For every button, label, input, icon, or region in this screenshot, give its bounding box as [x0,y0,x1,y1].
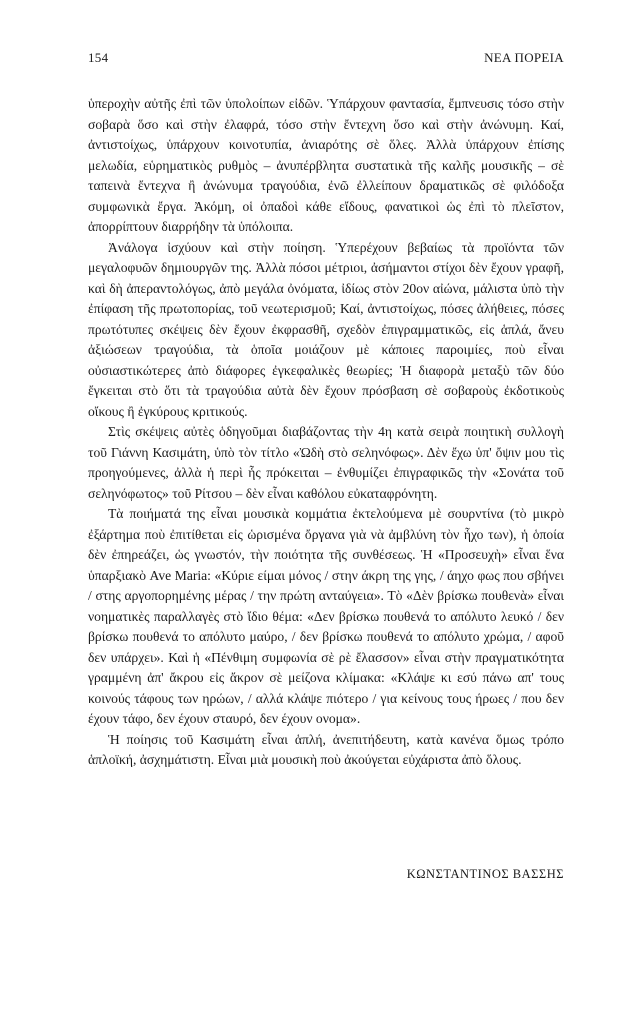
paragraph: ὑπεροχὴν αὐτῆς ἐπὶ τῶν ὑπολοίπων εἰδῶν. Ὑπάρχουν φαντασία, ἔμπνευσις τόσο στὴν σοβαρὰ ὅσο καὶ στὴν ἐλαφρά, τόσο στὴν ἔντεχνη ὅσο καὶ στὴν ἀνώνυμη. Καί, ἀντιστοίχως, ὑπάρχουν κοινοτυπία, ἀνιαρότης σὲ ὅλες. Ἀλλὰ ὑπάρχουν ἐπίσης μελωδία, εὑρηματικὸς ρυθμὸς – ἀνυπέρβλητα συστατικὰ τῆς καλῆς μουσικῆς – σὲ ταπεινὰ ἔντεχνα ἢ ἀνώνυμα τραγούδια, ἐνῶ ἐλλείπουν δραματικῶς σὲ φιλόδοξα συμφωνικὰ ἔργα. Ἀκόμη, οἱ ὀπαδοὶ κάθε εἴδους, φανατικοὶ ὡς ἐπὶ τὸ πλεῖστον, ἀπορρίπτουν διαρρήδην τὰ ὑπόλοιπα. [88,96,564,234]
journal-title: ΝΕΑ ΠΟΡΕΙΑ [484,50,564,65]
author-signature: ΚΩΝΣΤΑΝΤΙΝΟΣ ΒΑΣΣΗΣ [406,867,564,881]
running-header [88,50,564,66]
article-body [88,94,564,771]
paragraph: Ἡ ποίησις τοῦ Κασιμάτη εἶναι ἁπλή, ἀνεπιτήδευτη, κατὰ κανένα ὅμως τρόπο ἁπλοϊκή, ἀσχημάτιστη. Εἶναι μιὰ μουσικὴ ποὺ ἀκούγεται εὐχάριστα ἀπὸ ὅλους. [88,731,564,767]
paragraph: Στὶς σκέψεις αὐτὲς ὁδηγοῦμαι διαβάζοντας τὴν 4η κατὰ σειρὰ ποιητικὴ συλλογὴ τοῦ Γιάννη Κασιμάτη, ὑπὸ τὸν τίτλο «Ὠδὴ στὸ σεληνόφως». Δὲν ἔχω ὑπ' ὄψιν μου τὶς προηγούμενες, ἀλλὰ ἡ περὶ ἧς πρόκειται – ἐνθυμίζει ἐπιγραφικῶς τὴν «Σονάτα τοῦ σεληνόφωτος» τοῦ Ρίτσου – δὲν εἶναι καθόλου εὐκαταφρόνητη. [88,424,564,501]
paragraph: Τὰ ποιήματά της εἶναι μουσικὰ κομμάτια ἐκτελούμενα μὲ σουρντίνα (τὸ μικρὸ ἐξάρτημα ποὺ ἐπιτίθεται εἰς ὡρισμένα ὄργανα γιὰ νὰ ἀμβλύνη τὸν ἦχο των), ἡ ὁποία δὲν ἐπηρεάζει, ὡς γνωστόν, τὴν ποιότητα τῆς συνθέσεως. Ἡ «Προσευχὴ» εἶναι ἕνα ὑπαρξιακὸ Ave Maria: «Κύριε είμαι μόνος / στην άκρη της γης, / άηχο φως που σβήνει / στης αργοπορημένης μέρας / την πρώτη ανταύγεια». Τὸ «Δὲν βρίσκω πουθενὰ» εἶναι νοηματικὲς παραλλαγὲς στὸ ἴδιο θέμα: «Δεν βρίσκω πουθενά το απόλυτο λευκό / δεν βρίσκω πουθενά το απόλυτο μαύρο, / δεν βρίσκω πουθενά το απόλυτο χρώμα, / αφοῦ δεν υπάρχει». Καὶ ἡ «Πένθιμη συμφωνία σὲ ρὲ ἔλασσον» εἶναι στὴν πραγματικότητα γραμμένη ἀπ' ἄκρου εἰς ἄκρον σὲ μείζονα κλίμακα: «Κλάψε κι εσύ πάνω απ' τους κοινούς τάφους των ηρώων, / αλλά κλάψε πιότερο / για κείνους τους ήρωες / που δεν έχουν τάφο, δεν έχουν σταυρό, δεν έχουν ονομα». [88,506,564,726]
page-number: 154 [88,50,109,65]
paragraph: Ἀνάλογα ἰσχύουν καὶ στὴν ποίηση. Ὑπερέχουν βεβαίως τὰ προϊόντα τῶν μεγαλοφυῶν δημιουργῶν της. Ἀλλὰ πόσοι μέτριοι, ἀσήμαντοι στίχοι δὲν ἔχουν γραφῆ, καὶ δὴ ἀπεραντολόγως, ἀπὸ μεγάλα ὀνόματα, ἰδίως στὸν 20ον αἰώνα, μάλιστα ὑπὸ τὴν ἐπίφαση τῆς πρωτοπορίας, τοῦ νεωτερισμοῦ; Καί, ἀντιστοίχως, πόσες ἀλήθειες, πόσες πρωτότυπες σκέψεις δὲν ἔχουν ἐκφρασθῆ, σχεδὸν ἐπιγραμματικῶς, εἰς ἁπλά, ἄνευ ἀξιώσεων τραγούδια, τὰ ὁποῖα μοιάζουν μὲ κάποιες παροιμίες, ποὺ εἶναι οὐσιαστικώτερες ἀπὸ διάφορες ἐγκεφαλικὲς θεωρίες; Ἡ διαφορὰ μεταξὺ τῶν δύο ἔγκειται στὸ ὅτι τὰ τραγούδια αὐτὰ δὲν ἔχουν πρόσβαση σὲ σοβαροὺς ἐκδοτικοὺς οἴκους ἢ ἐγκύρους κριτικούς. [88,239,564,419]
